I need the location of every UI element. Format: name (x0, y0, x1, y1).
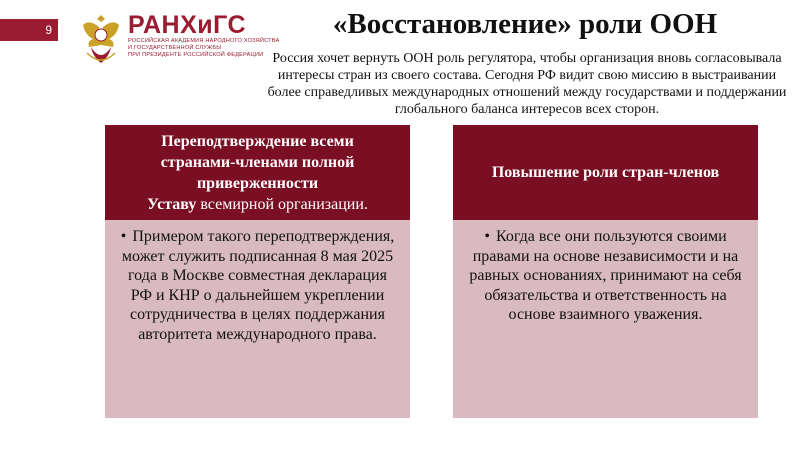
intro-paragraph: Россия хочет вернуть ООН роль регулятора, чтобы организация вновь согласовывала интересы стран из своего состава. Сегодня РФ видит свою миссию в выстраивании более справедливых международных отношений между государствами и поддержании глобального баланса интересов всех сторон. (267, 51, 787, 117)
brand-sub-line: ПРИ ПРЕЗИДЕНТЕ РОССИЙСКОЙ ФЕДЕРАЦИИ (128, 52, 264, 58)
eagle-crest-logo (79, 11, 123, 67)
card-heading (453, 125, 758, 220)
heading-line: странами-членами полной (160, 154, 355, 171)
brand-sub-line: РОССИЙСКАЯ АКАДЕМИЯ НАРОДНОГО ХОЗЯЙСТВА (128, 38, 280, 44)
heading-line: Переподтверждение всеми (161, 133, 354, 150)
heading-rest: всемирной организации. (196, 196, 368, 213)
brand-name: РАНХиГС (128, 11, 247, 39)
card-body (105, 220, 410, 418)
heading-bold-word: Уставу (147, 196, 197, 213)
bullet-text: • Когда все они пользуются своими правами на основе независимости и на равных основаниях, принимают на себя обязательства и ответственность на основе взаимного уважения. (469, 228, 741, 323)
heading-line: приверженности (196, 175, 319, 192)
card-reaffirmation (105, 125, 410, 418)
slide-title: «Восстановление» роли ООН (332, 8, 718, 40)
bullet-text: • Примером такого переподтверждения, может служить подписанная 8 мая 2025 года в Москве совместная декларация РФ и КНР о дальнейшем укреплении сотрудничества в целях поддержания авторитета международного права. (121, 228, 395, 343)
brand-sub-line: И ГОСУДАРСТВЕННОЙ СЛУЖБЫ (128, 45, 222, 51)
card-heading (105, 125, 410, 220)
page-number: 9 (0, 19, 58, 41)
heading-text: Повышение роли стран-членов (491, 164, 720, 181)
card-body (453, 220, 758, 418)
card-member-role (453, 125, 758, 418)
heading-line (123, 194, 392, 215)
